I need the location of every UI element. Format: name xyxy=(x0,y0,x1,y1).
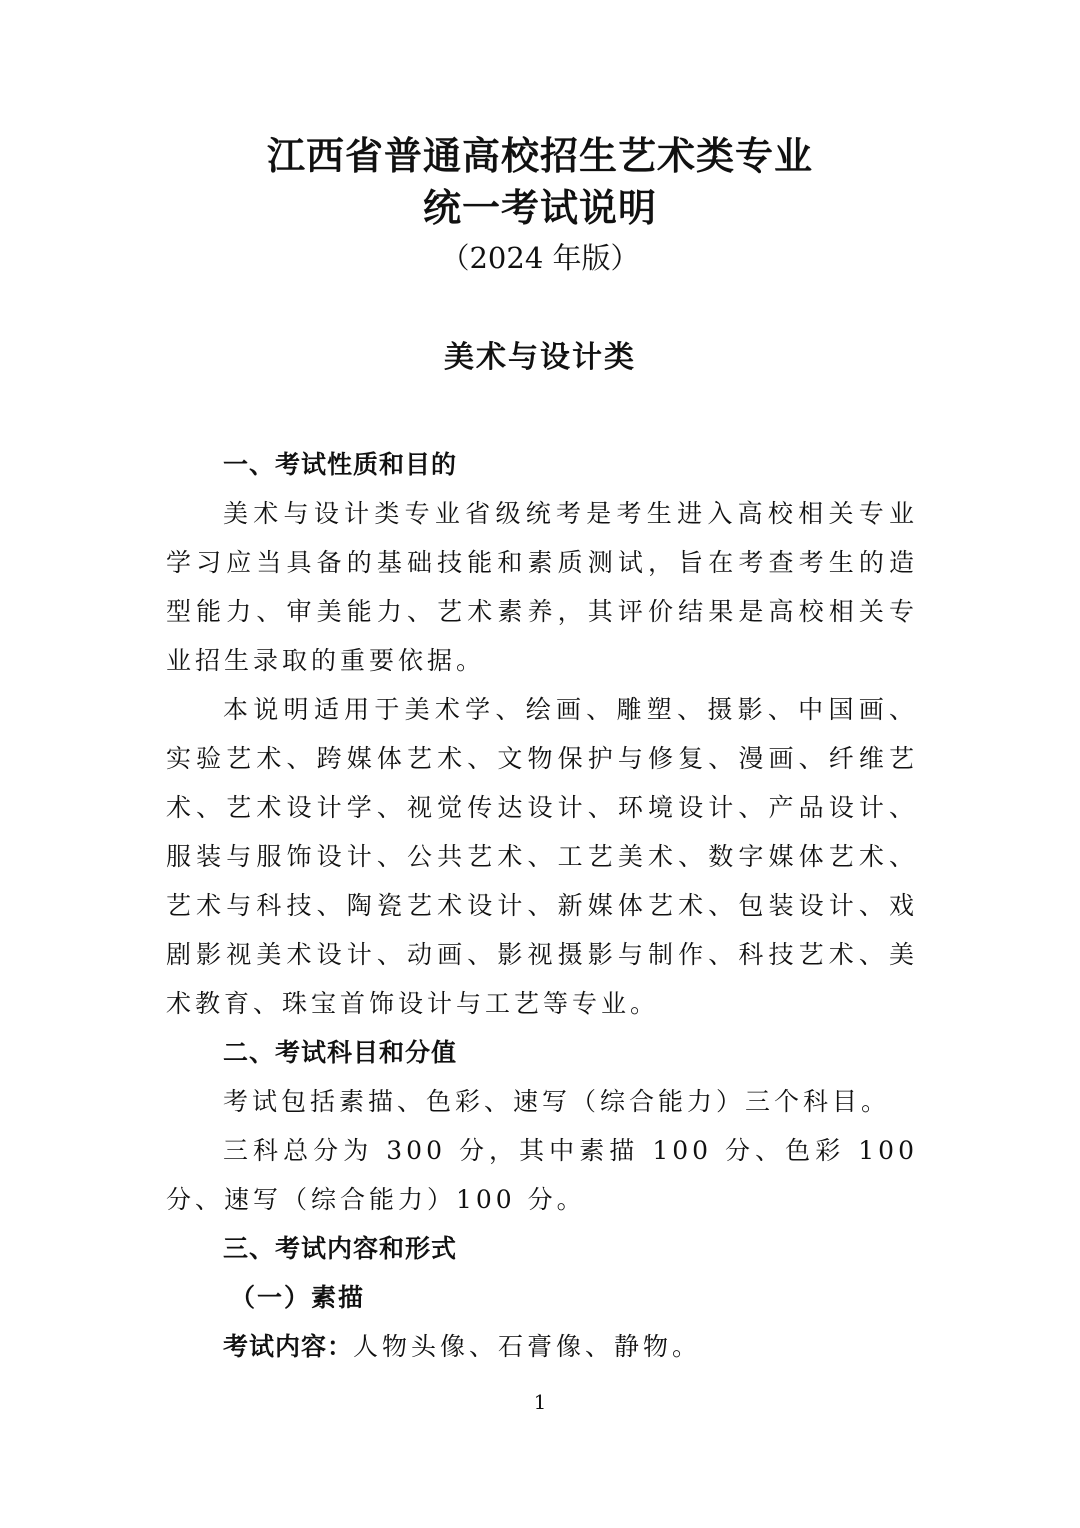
exam-content-value: 人物头像、石膏像、静物。 xyxy=(353,1332,702,1361)
exam-content-label: 考试内容： xyxy=(223,1332,354,1361)
document-body xyxy=(166,440,918,1371)
exam-content-line xyxy=(166,1322,918,1371)
section-2-heading: 二、考试科目和分值 xyxy=(223,1038,458,1067)
section-1-heading: 一、考试性质和目的 xyxy=(223,450,458,479)
document-title-line-2: 统一考试说明 xyxy=(422,186,657,230)
subsection-sketch-heading: （一）素描 xyxy=(230,1283,366,1312)
page-number: 1 xyxy=(533,1390,547,1414)
section-1-paragraph-2: 本说明适用于美术学、绘画、雕塑、摄影、中国画、实验艺术、跨媒体艺术、文物保护与修复、漫画、纤维艺术、艺术设计学、视觉传达设计、环境设计、产品设计、服装与服饰设计、公共艺术、工艺美术、数字媒体艺术、艺术与科技、陶瓷艺术设计、新媒体艺术、包装设计、戏剧影视美术设计、动画、影视摄影与制作、科技艺术、美术教育、珠宝首饰设计与工艺等专业。 xyxy=(166,695,918,1018)
edition-label: （2024 年版） xyxy=(440,241,640,275)
section-2-paragraph-1: 考试包括素描、色彩、速写（综合能力）三个科目。 xyxy=(223,1087,891,1116)
section-3-heading: 三、考试内容和形式 xyxy=(223,1234,458,1263)
category-heading: 美术与设计类 xyxy=(444,340,636,375)
section-1-paragraph-1: 美术与设计类专业省级统考是考生进入高校相关专业学习应当具备的基础技能和素质测试，旨在考查考生的造型能力、审美能力、艺术素养，其评价结果是高校相关专业招生录取的重要依据。 xyxy=(166,499,918,675)
section-2-paragraph-2: 三科总分为 300 分，其中素描 100 分、色彩 100 分、速写（综合能力）100 分。 xyxy=(166,1136,918,1214)
document-title-line-1: 江西省普通高校招生艺术类专业 xyxy=(266,134,813,178)
